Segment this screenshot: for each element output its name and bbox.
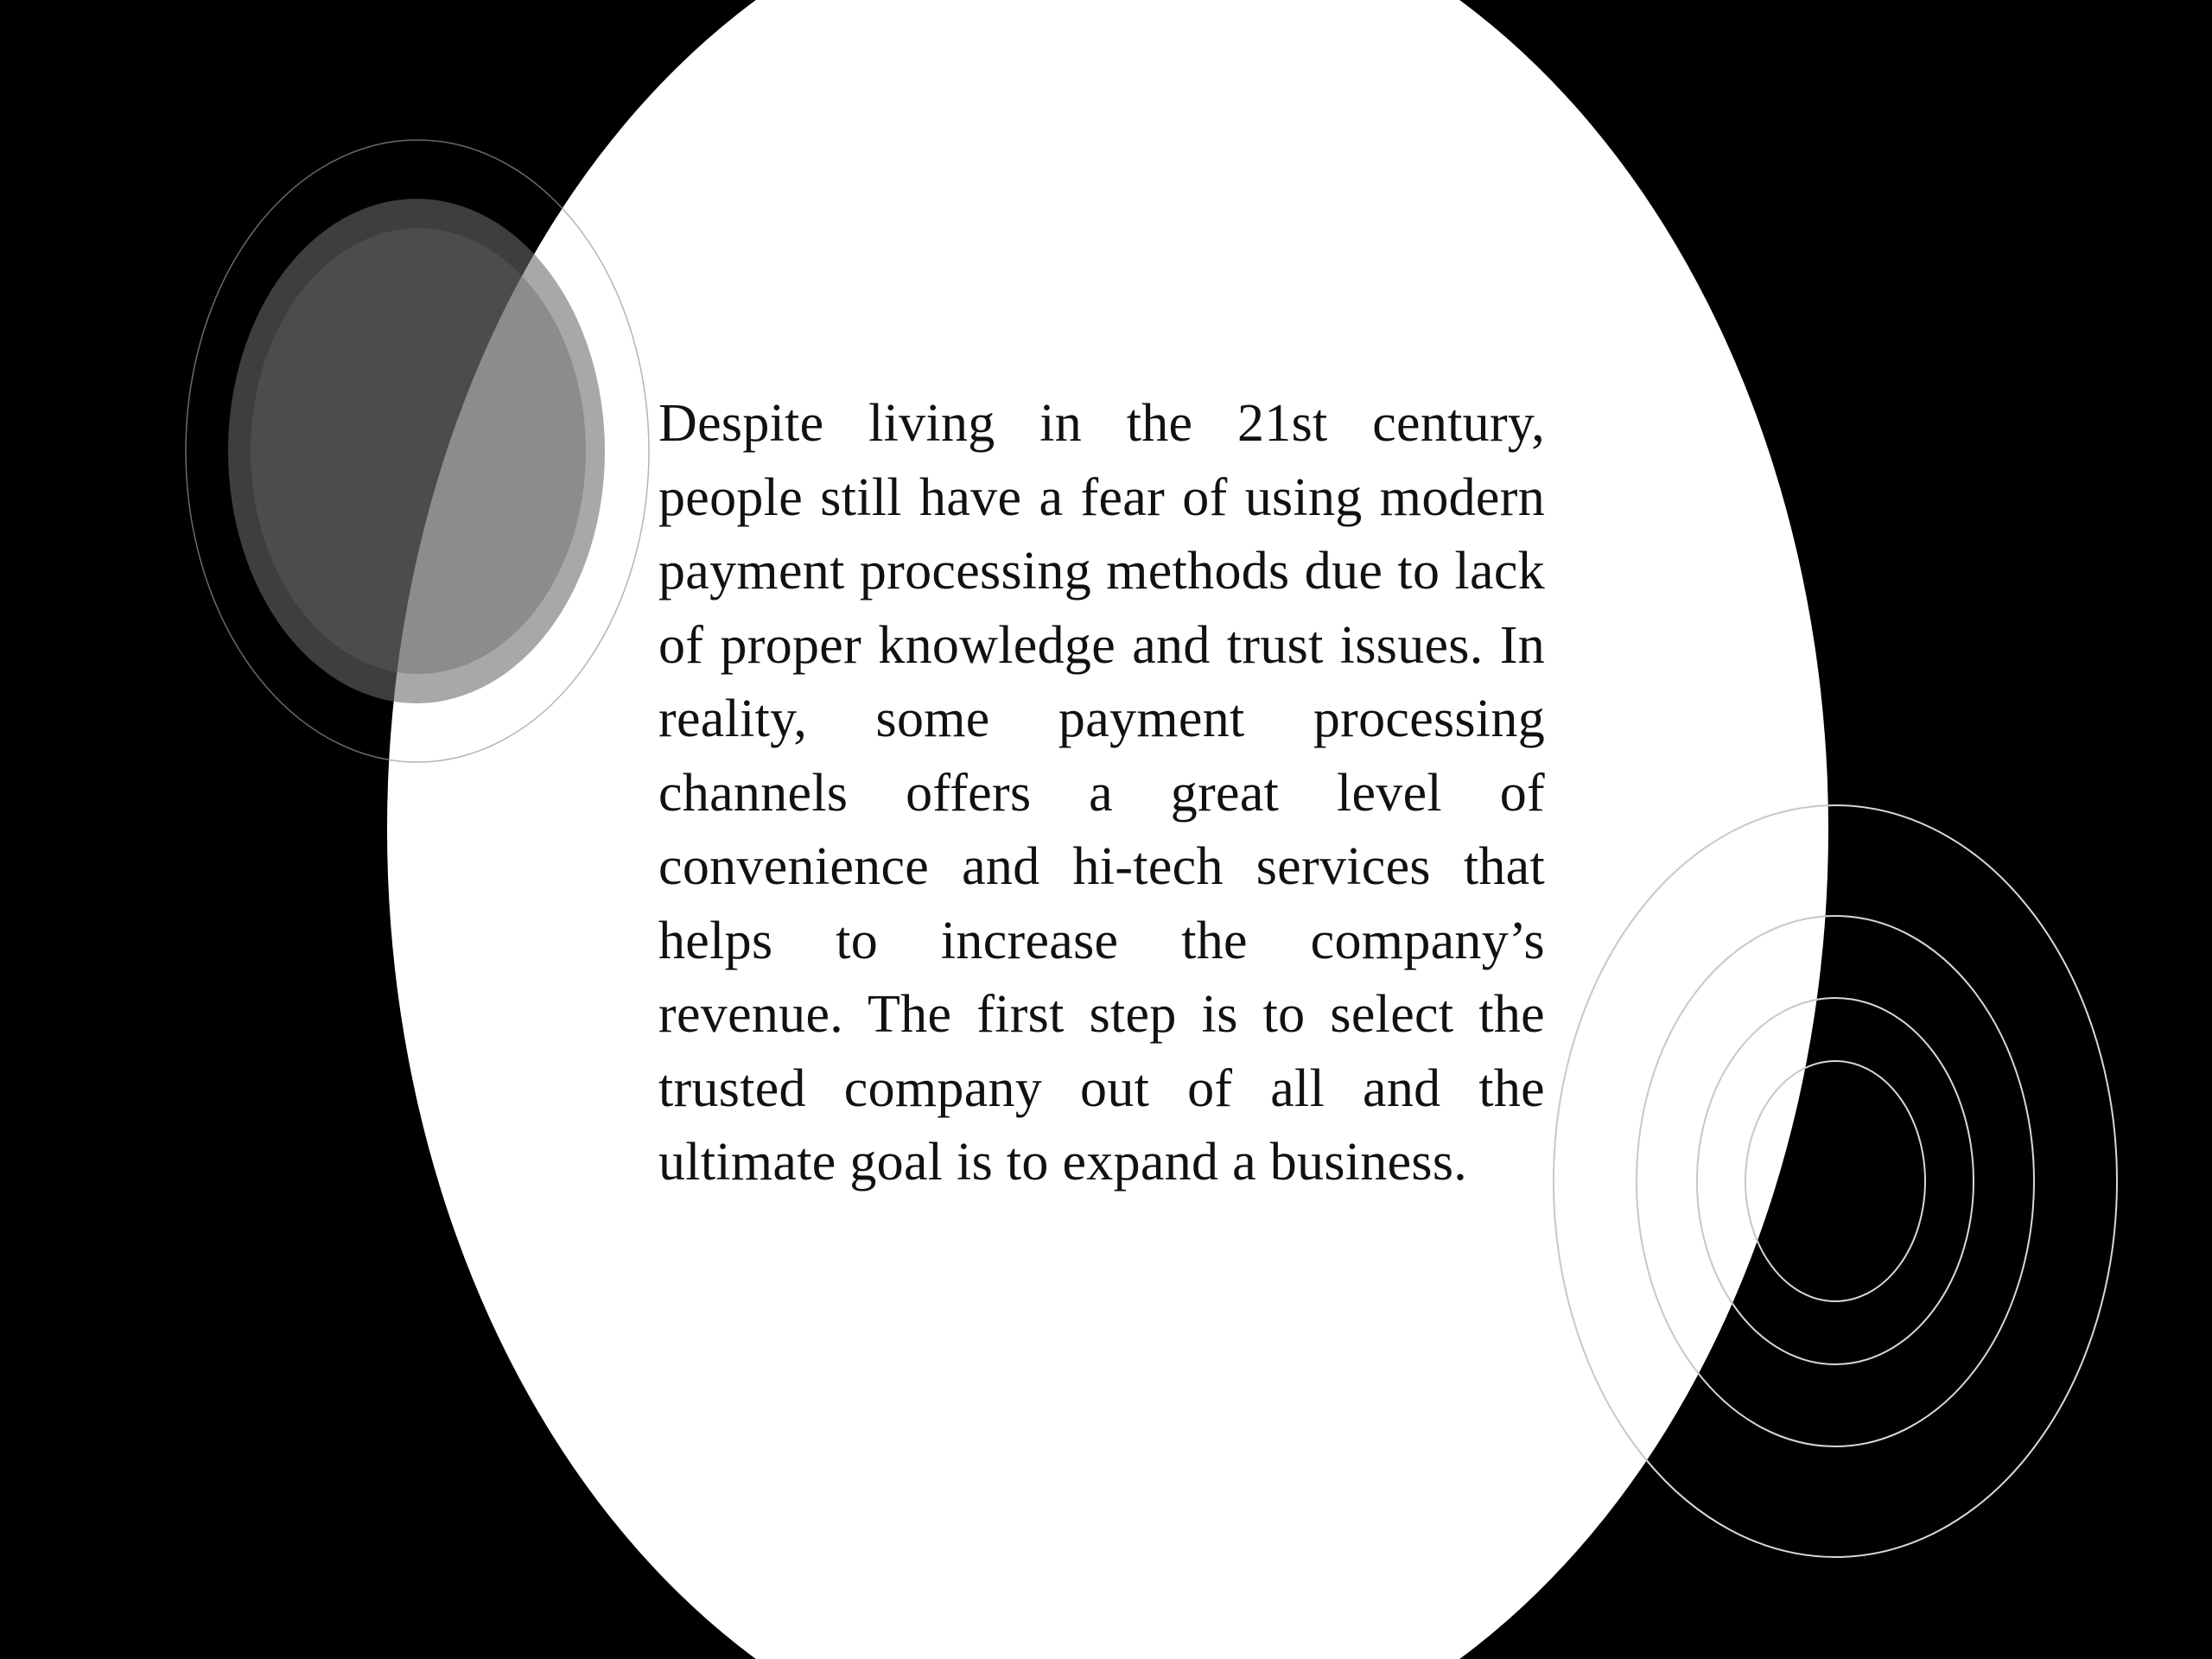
body-paragraph: Despite living in the 21st century, people still have a fear of using modern payment processing methods due to lack of proper knowledge and trust issues. In reality, some payment processing channels offers a great level of convenience and hi-tech services that helps to increase the company’s revenue. The first step is to select the trusted company out of all and the ultimate goal is to expand a business. [658,394,1545,1192]
